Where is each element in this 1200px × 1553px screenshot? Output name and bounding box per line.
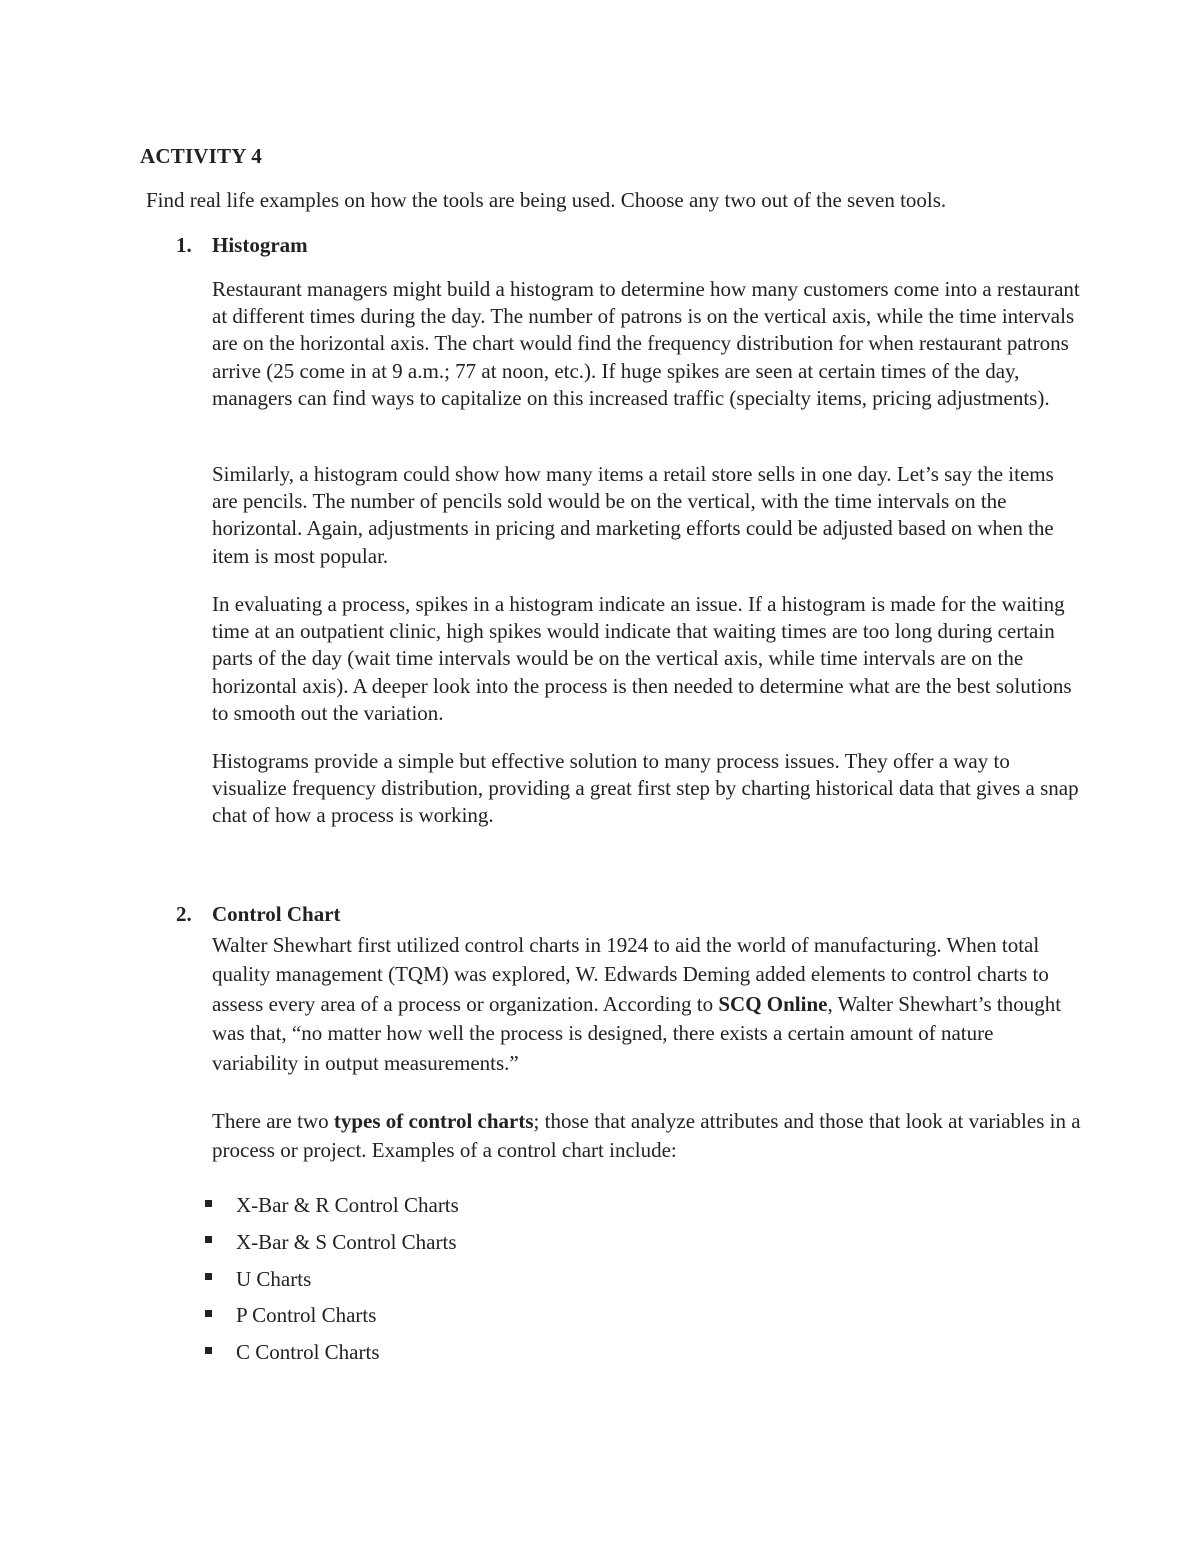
square-bullet-icon xyxy=(205,1347,212,1354)
control-chart-paragraph-1 xyxy=(212,931,1082,1078)
square-bullet-icon xyxy=(205,1310,212,1317)
list-item xyxy=(205,1227,459,1264)
list-item xyxy=(205,1190,459,1227)
list-item xyxy=(205,1337,459,1374)
histogram-paragraph-4: Histograms provide a simple but effective solution to many process issues. They offer a way to visualize frequency distribution, providing a great first step by charting historical data that gives a snap chat of how a process is working. xyxy=(212,749,1079,828)
section-heading-histogram xyxy=(176,233,308,258)
intro-text: Find real life examples on how the tools are being used. Choose any two out of the seven tools. xyxy=(146,188,947,212)
section-title: Control Chart xyxy=(212,902,341,926)
section-number: 1. xyxy=(176,233,192,257)
types-of-control-charts-text: types of control charts xyxy=(333,1109,534,1133)
histogram-paragraph-2: Similarly, a histogram could show how many items a retail store sells in one day. Let’s say the items are pencils. The number of pencils sold would be on the vertical, with the time intervals on the horizontal. Again, adjustments in pricing and marketing efforts could be adjusted based on when the item is most popular. xyxy=(212,462,1054,568)
square-bullet-icon xyxy=(205,1200,212,1207)
list-item-text: X-Bar & S Control Charts xyxy=(236,1229,457,1254)
control-chart-list xyxy=(205,1190,459,1374)
square-bullet-icon xyxy=(205,1236,212,1243)
text-run: , Walter Shewhart’s thought was that, “no matter how well the process is designed, there exists a certain amount of nature variability in output measurements.” xyxy=(212,991,1062,1075)
square-bullet-icon xyxy=(205,1273,212,1280)
section-number: 2. xyxy=(176,902,192,926)
text-run: There are two xyxy=(212,1109,334,1133)
scq-online-text: SCQ Online xyxy=(718,991,828,1016)
list-item-text: C Control Charts xyxy=(236,1340,380,1365)
histogram-paragraph-3: In evaluating a process, spikes in a histogram indicate an issue. If a histogram is made for the waiting time at an outpatient clinic, high spikes would indicate that waiting times are too long during certain parts of the day (wait time intervals would be on the vertical axis, while time intervals are on the horizontal axis). A deeper look into the process is then needed to determine what are the best solutions to smooth out the variation. xyxy=(212,592,1072,725)
list-item xyxy=(205,1300,459,1337)
text-run: Walter Shewhart first utilized control charts in 1924 to aid the world of manufacturing. When total quality management (TQM) was explored, W. Edwards Deming added elements to control charts to assess every area of a process or organization. According to xyxy=(212,933,1049,1016)
list-item-text: X-Bar & R Control Charts xyxy=(236,1193,459,1217)
control-chart-paragraph-2 xyxy=(212,1107,1082,1166)
list-item-text: U Charts xyxy=(236,1266,312,1291)
section-title: Histogram xyxy=(212,233,308,257)
page-title: ACTIVITY 4 xyxy=(140,144,262,168)
section-heading-control-chart xyxy=(176,902,341,927)
text-run: ; those that analyze attributes and those that look at variables in a process or project. Examples of a control chart include: xyxy=(212,1109,1081,1163)
list-item xyxy=(205,1264,459,1301)
list-item-text: P Control Charts xyxy=(236,1303,377,1328)
histogram-paragraph-1: Restaurant managers might build a histogram to determine how many customers come into a restaurant at different times during the day. The number of patrons is on the vertical axis, while the time intervals are on the horizontal axis. The chart would find the frequency distribution for when restaurant patrons arrive (25 come in at 9 a.m.; 77 at noon, etc.). If huge spikes are seen at certain times of the day, managers can find ways to capitalize on this increased traffic (specialty items, pricing adjustments). xyxy=(212,277,1080,410)
